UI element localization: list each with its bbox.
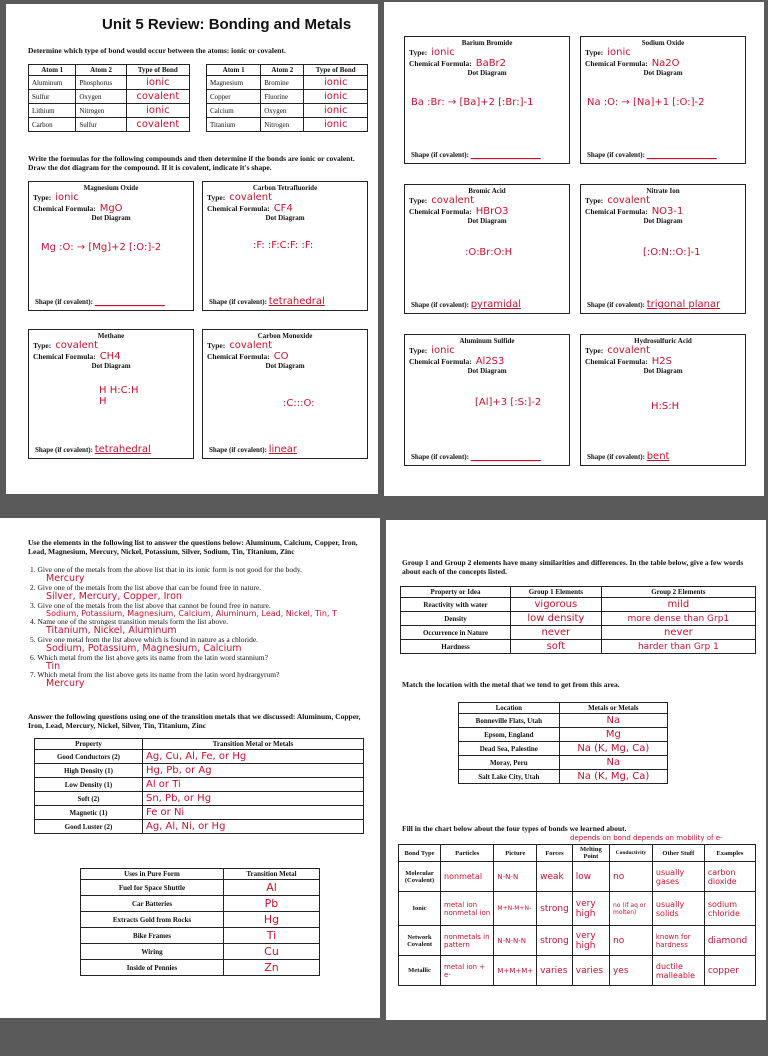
dot-diagram: :C:::O: (283, 398, 315, 409)
table-row: Lithium Nitrogen ionic (29, 104, 190, 118)
group-intro: Group 1 and Group 2 elements have many similarities and differences. In the table below, give a few words about each of the concepts listed. (402, 558, 744, 577)
compound-box: Methane Type: covalent Chemical Formula: CH4 Dot Diagram H H:C:H H Shape (if covalent): tetrahedral (28, 329, 194, 459)
dot-diagram: :O:Br:O:H (465, 247, 513, 258)
question: 5. Give one metal from the list above which is found in nature as a chloride. (30, 634, 259, 644)
dot-diagram-label: Dot Diagram (91, 214, 131, 222)
table-row: Ionic metal ion nonmetal ion M+N-M+N- strong very high no (if aq or molten) usually solids sodium chloride (399, 892, 756, 926)
page-3 (0, 518, 380, 1018)
dot-diagram: Na :O: → [Na]+1 [:O:]-2 (587, 97, 705, 108)
box-title: Carbon Monoxide (257, 332, 313, 340)
question: 3. Give one of the metals from the list above that cannot be found free in nature. (30, 600, 271, 610)
col-header: Type of Bond (304, 65, 368, 76)
page-2 (384, 2, 764, 496)
dot-diagram: H:S:H (651, 401, 680, 412)
table-row: Calcium Oxygen ionic (207, 104, 368, 118)
table-row: Bonneville Flats, Utah Na (459, 714, 668, 728)
table-row: Aluminum Phosphorus ionic (29, 76, 190, 90)
bond-table-right (206, 64, 368, 132)
compound-box: Carbon Monoxide Type: covalent Chemical Formula: CO Dot Diagram :C:::O: Shape (if covalent): linear (202, 329, 368, 459)
page-title: Unit 5 Review: Bonding and Metals (102, 16, 352, 33)
table-row: Soft (2) Sn, Pb, or Hg (35, 792, 364, 806)
table-row: Low Density (1) Al or Ti (35, 778, 364, 792)
compound-box: Bromic Acid Type: covalent Chemical Formula: HBrO3 Dot Diagram :O:Br:O:H Shape (if covalent): pyramidal (404, 184, 570, 314)
table-row: Density low density more dense than Grp1 (401, 612, 756, 626)
question: 4. Name one of the strongest transition metals form the list above. (30, 616, 229, 626)
compound-box: Barium Bromide Type: ionic Chemical Formula: BaBr2 Dot Diagram Ba :Br: → [Ba]+2 [:Br:]-1 Shape (if covalent): ______________ (404, 36, 570, 164)
answer: Titanium, Nickel, Aluminum (46, 624, 177, 636)
dot-diagram: [:O:N::O:]-1 (643, 247, 701, 258)
table-row: Car Batteries Pb (81, 896, 320, 912)
dot-diagram: :F: :F:C:F: :F: (253, 240, 314, 251)
table-row: Titanium Nitrogen ionic (207, 118, 368, 132)
fill-note: depends on bond depends on mobility of e- (570, 834, 723, 842)
dot-diagram: Ba :Br: → [Ba]+2 [:Br:]-1 (411, 97, 534, 108)
page-1 (6, 4, 378, 494)
group-table: Property or Idea Group 1 Elements Group 2 Elements Reactivity with water vigorous mild Density low density more dense than Grp1 Occurrence in Nature never never Hardness soft harder than Grp 1 (400, 586, 756, 654)
uses-table: Uses in Pure Form Transition Metal Fuel for Space Shuttle Al Car Batteries Pb Extracts Gold from Rocks Hg Bike Frames Ti Wiring Cu Inside of Pennies Zn (80, 868, 320, 976)
question: 1. Give one of the metals from the above list that in its ionic form is not good for the body. (30, 565, 302, 574)
col-header: Atom 2 (261, 65, 304, 76)
type-answer: ionic (55, 192, 79, 203)
metals-intro: Use the elements in the following list to answer the questions below: Aluminum, Calcium, Copper, Iron, Lead, Magnesium, Mercury, Nickel, Potassium, Silver, Sodium, Tin, Titanium, Zinc (28, 538, 358, 557)
property-table: Property Transition Metal or Metals Good Conductors (2) Ag, Cu, Al, Fe, or Hg High Density (1) Hg, Pb, or Ag Low Density (1) Al or Ti Soft (2) Sn, Pb, or Hg Magnetic (1) Fe or Ni Good Luster (2) Ag, Al, Ni, or Hg (34, 738, 364, 834)
instruction-2: Write the formulas for the following compounds and then determine if the bonds are ionic or covalent. Draw the dot diagram for the compound. If it is covalent, indicate it's shape. (28, 154, 355, 173)
table-row: Epsom, England Mg (459, 728, 668, 742)
answer: Mercury (46, 678, 85, 690)
box-title: Methane (97, 332, 125, 340)
table-row: Inside of Pennies Zn (81, 960, 320, 976)
table-row: Hardness soft harder than Grp 1 (401, 640, 756, 654)
table-row: Reactivity with water vigorous mild (401, 598, 756, 612)
compound-box: Nitrate Ion Type: covalent Chemical Formula: NO3-1 Dot Diagram [:O:N::O:]-1 Shape (if covalent): trigonal planar (580, 184, 746, 314)
question: 2. Give one of the metals from the list above that can be found free in nature. (30, 582, 262, 592)
table-row: Network Covalent nonmetals in pattern N-N-N-N strong very high no known for hardness diamond (399, 926, 756, 956)
box-title: Carbon Tetrafluoride (252, 184, 318, 192)
match-instruction: Match the location with the metal that we tend to get from this area. (402, 680, 620, 689)
table-row: Occurrence in Nature never never (401, 626, 756, 640)
answer: Mercury (46, 572, 85, 584)
answer: Silver, Mercury, Copper, Iron (46, 590, 182, 602)
fill-instruction: Fill in the chart below about the four types of bonds we learned about. (402, 824, 627, 833)
table-row: Moray, Peru Na (459, 756, 668, 770)
answer: Sodium, Potassium, Magnesium, Calcium (46, 642, 242, 654)
table-row: High Density (1) Hg, Pb, or Ag (35, 764, 364, 778)
location-table: Location Metals or Metals Bonneville Flats, Utah Na Epsom, England Mg Dead Sea, Palestine Na (K, Mg, Ca) Moray, Peru Na Salt Lake City, Utah Na (K, Mg, Ca) (458, 702, 668, 784)
table-row: Carbon Sulfur covalent (29, 118, 190, 132)
table-row: Salt Lake City, Utah Na (K, Mg, Ca) (459, 770, 668, 784)
table-row: Good Luster (2) Ag, Al, Ni, or Hg (35, 820, 364, 834)
compound-box: Aluminum Sulfide Type: ionic Chemical Formula: Al2S3 Dot Diagram [Al]+3 [:S:]-2 Shape (if covalent): ______________ (404, 334, 570, 466)
bond-table-left (28, 64, 190, 132)
col-header: Atom 1 (207, 65, 261, 76)
col-header: Type of Bond (126, 65, 189, 76)
dot-diagram: [Al]+3 [:S:]-2 (475, 397, 542, 408)
table-row: Wiring Cu (81, 944, 320, 960)
table-row: Dead Sea, Palestine Na (K, Mg, Ca) (459, 742, 668, 756)
table-row: Extracts Gold from Rocks Hg (81, 912, 320, 928)
table-row: Magnetic (1) Fe or Ni (35, 806, 364, 820)
dot-diagram: Mg :O: → [Mg]+2 [:O:]-2 (41, 242, 162, 253)
compound-box: Sodium Oxide Type: ionic Chemical Formula: Na2O Dot Diagram Na :O: → [Na]+1 [:O:]-2 Shape (if covalent): ______________ (580, 36, 746, 164)
box-title: Magnesium Oxide (83, 184, 139, 192)
answer: Sodium, Potassium, Magnesium, Calcium, Aluminum, Lead, Nickel, Tin, T (46, 608, 337, 618)
compound-box: Hydrosulfuric Acid Type: covalent Chemical Formula: H2S Dot Diagram H:S:H Shape (if covalent): bent (580, 334, 746, 466)
table-row: Copper Fluorine ionic (207, 90, 368, 104)
instruction-1: Determine which type of bond would occur between the atoms: ionic or covalent. (28, 46, 286, 55)
table-row: Good Conductors (2) Ag, Cu, Al, Fe, or Hg (35, 750, 364, 764)
col-header: Atom 2 (76, 65, 126, 76)
table-row: Fuel for Space Shuttle Al (81, 880, 320, 896)
question: 7. Which metal from the list above gets its name from the latin word hydrargyrum? (30, 670, 280, 680)
compound-box: Carbon Tetrafluoride Type: covalent Chemical Formula: CF4 Dot Diagram :F: :F:C:F: :F: Shape (if covalent): tetrahedral (202, 181, 368, 311)
answer: Tin (46, 660, 61, 672)
question: 6. Which metal from the list above gets its name from the latin word stannium? (30, 652, 268, 662)
table-row: Bike Frames Ti (81, 928, 320, 944)
compound-box: Magnesium Oxide Type: ionic Chemical Formula: MgO Dot Diagram Mg :O: → [Mg]+2 [:O:]-2 Shape (if covalent): ______________ (28, 181, 194, 311)
formula-answer: MgO (99, 203, 123, 214)
table-row: Metallic metal ion + e- M+M+M+ varies varies yes ductile malleable copper (399, 956, 756, 986)
metals-intro-2: Answer the following questions using one of the transition metals that we discussed: Aluminum, Copper, Iron, Lead, Mercury, Nickel, Silver, Tin, Titanium, Zinc (28, 712, 361, 731)
page-4 (386, 520, 766, 1020)
table-row: Sulfur Oxygen covalent (29, 90, 190, 104)
col-header: Atom 1 (29, 65, 76, 76)
bond-types-table: Bond Type Particles Picture Forces Melting Point Conductivity Other Stuff Examples Molecular (Covalent) nonmetal N-N-N weak low no usually gases carbon dioxide Ionic metal ion nonmetal ion M+N-M+N- strong very high no (if aq or molten) usually solids sodium chloride Network Covalent nonmetals in pattern N-N-N-N strong very high no known for hardness diamond Metallic metal ion + e- M+M+M+ varies varies yes ductile malleable copper (398, 844, 756, 986)
dot-diagram: H H:C:H H (99, 385, 139, 407)
table-row: Molecular (Covalent) nonmetal N-N-N weak low no usually gases carbon dioxide (399, 862, 756, 892)
table-row: Magnesium Bromine ionic (207, 76, 368, 90)
questions (30, 566, 375, 689)
